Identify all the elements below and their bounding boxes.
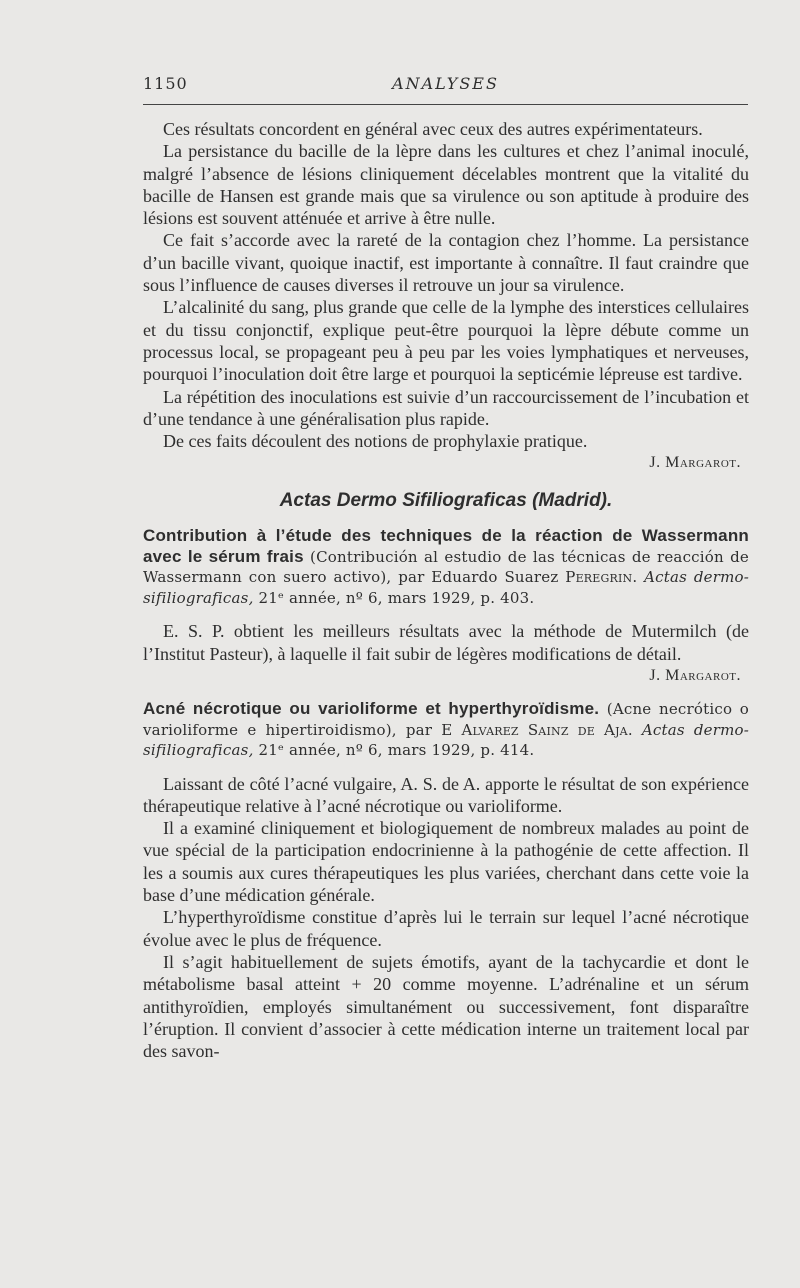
citation-details: 21ᵉ année, nº 6, mars 1929, p. 414. xyxy=(253,741,535,760)
entry-heading xyxy=(143,699,749,761)
signature: J. Margarot. xyxy=(649,454,741,472)
running-title: ANALYSES xyxy=(392,74,499,93)
spacer xyxy=(143,608,749,620)
entry-title: Acné nécrotique ou varioliforme et hyperthyroïdisme. xyxy=(143,699,600,719)
paragraph: L’hyperthyroïdisme constitue d’après lui le terrain sur lequel l’acné nécrotique évolue avec le plus de fréquence. xyxy=(143,907,749,950)
spacer xyxy=(143,761,749,773)
signature: J. Margarot. xyxy=(649,667,741,685)
paragraph: Laissant de côté l’acné vulgaire, A. S. de A. apporte le résultat de son expérience thérapeutique relative à l’acné nécrotique ou varioliforme. xyxy=(143,773,749,816)
citation-journal: Actas dermo-sifiliograficas, xyxy=(143,720,749,760)
citation-journal: Actas dermo-sifiliograficas, xyxy=(143,568,749,607)
paragraph: Ce fait s’accorde avec la rareté de la contagion chez l’homme. La persistance d’un bacille vivant, quoique inactif, est importante à connaître. Il faut craindre que sous l’influence de causes diverses il retrouve un jour sa virulence. xyxy=(143,230,749,296)
entry-title-translation: (Contribución al estudio de las técnicas de reacción de Wassermann con suero activo), par Eduardo Suarez xyxy=(143,547,749,587)
paragraph: De ces faits découlent des notions de prophylaxie pratique. xyxy=(163,431,588,452)
header-rule xyxy=(143,104,748,105)
entry-author: Peregrin xyxy=(565,568,633,587)
paragraph: Ces résultats concordent en général avec ceux des autres expérimentateurs. xyxy=(163,119,703,139)
entry-summary: E. S. P. obtient les meilleurs résultats avec la méthode de Mutermilch (de l’Institut Pasteur), à laquelle il fait subir de légères modifications de détail. xyxy=(143,621,749,664)
paragraph: Il s’agit habituellement de sujets émotifs, ayant de la tachycardie et dont le métabolisme basal atteint + 20 comme moyenne. L’adrénaline et un sérum antithyroïdien, employés simultanément ou successivement, font disparaître l’éruption. Il convient d’associer à cette médication interne un traitement local par des savon- xyxy=(143,951,749,1062)
entry-1 xyxy=(143,526,749,687)
page-number: 1150 xyxy=(143,74,188,93)
paragraph: Il a examiné cliniquement et biologiquement de nombreux malades au point de vue spécial de la participation endocrinienne à la pathogénie de cette affection. Il les a soumis aux cures thérapeutiques les plus variées, cherchant dans cette voie la base d’une médication générale. xyxy=(143,818,749,906)
paragraph: La persistance du bacille de la lèpre dans les cultures et chez l’animal inoculé, malgré l’absence de lésions cliniquement décelables montrent que la vitalité du bacille de Hansen est grande mais que sa virulence ou son aptitude à produire des lésions est souvent atténuée et arrive à être nulle. xyxy=(143,141,749,229)
running-header xyxy=(143,74,748,96)
article-1 xyxy=(143,118,749,474)
citation-details: 21ᵉ année, nº 6, mars 1929, p. 403. xyxy=(253,588,535,607)
entry-author: Alvarez Sainz de Aja. xyxy=(461,720,633,739)
paragraph: L’alcalinité du sang, plus grande que celle de la lymphe des interstices cellulaires et du tissu conjonctif, explique peut-être pourquoi la lèpre débute comme un processus local, se propageant peu à peu par les voies lymphatiques et nerveuses, pourquoi l’inoculation doit être large et pourquoi la septicémie lépreuse est tardive. xyxy=(143,297,749,385)
paragraph: La répétition des inoculations est suivie d’un raccourcissement de l’incubation et d’une tendance à une généralisation plus rapide. xyxy=(143,386,749,429)
entry-heading: Contribution à l’étude des techniques de la réaction de Wassermann avec le sérum frais (Contribución al estudio de las técnicas de reacción de Wassermann con suero activo), par Eduardo Suarez Peregrin. Actas dermo-sifiliograficas, 21ᵉ année, nº 6, mars 1929, p. 403. xyxy=(143,526,749,607)
page-body xyxy=(143,118,749,1062)
journal-heading: Actas Dermo Sifiliograficas (Madrid). xyxy=(279,490,613,512)
entry-title: Contribution à l’étude des techniques de la réaction de Wassermann avec le sérum frais xyxy=(143,526,749,566)
entry-2 xyxy=(143,699,749,1062)
entry-title-translation: (Acne necrótico o varioliforme e hipertiroidismo), par E xyxy=(143,700,749,739)
spacer xyxy=(143,687,749,699)
